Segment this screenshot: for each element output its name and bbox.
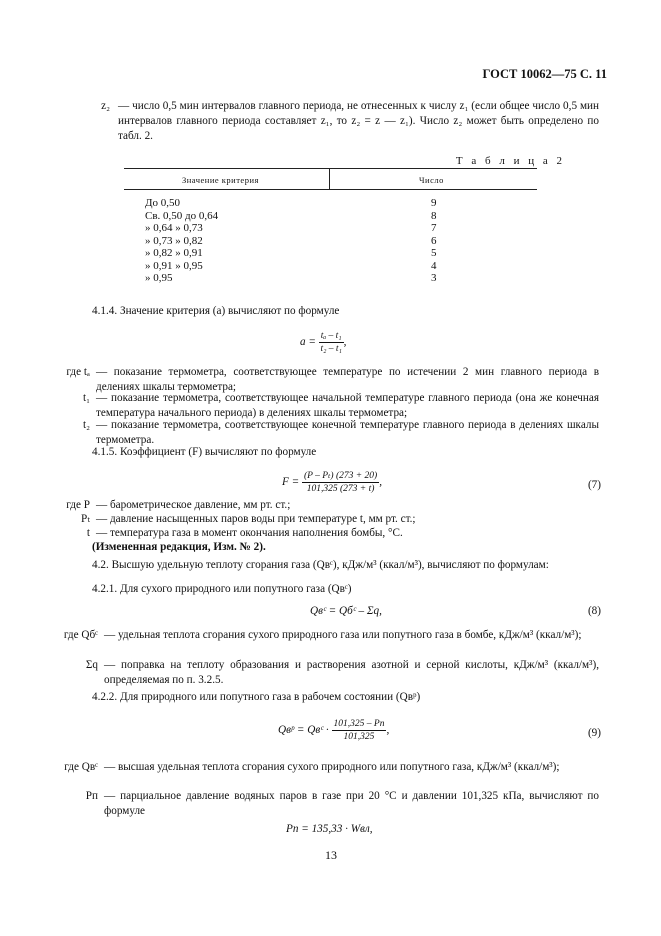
formula-F-fraction bbox=[302, 470, 379, 495]
formula-F bbox=[282, 470, 382, 495]
def-text: — высшая удельная теплота сгорания сухого природного или попутного газа, кДж/м³ (ккал/м³); bbox=[104, 761, 560, 773]
table-header-rule bbox=[124, 189, 537, 190]
table-row-criterion: » 0,73 » 0,82 bbox=[145, 234, 203, 247]
formula-a bbox=[300, 330, 346, 355]
def-text: — показание термометра, соответствующее начальной температуре главного периода (она же конечная температура начального периода) в делениях шкалы термометра; bbox=[96, 392, 599, 419]
table-row-number: 8 bbox=[431, 209, 437, 222]
table-row-number: 7 bbox=[431, 222, 437, 234]
formula-9-fraction bbox=[332, 718, 390, 743]
def-label: Σq bbox=[85, 659, 98, 671]
formula-a-numerator: tₐ – t₁ bbox=[320, 331, 342, 341]
formula-a-lhs: a = bbox=[300, 336, 316, 349]
def-label: Pп bbox=[85, 790, 98, 802]
def-text: — температура газа в момент окончания наполнения бомбы, °С. bbox=[96, 527, 403, 539]
formula-9-denominator: 101,325 bbox=[343, 732, 375, 742]
def-label: t₁ bbox=[82, 392, 90, 404]
def-label: где Qвᶜ bbox=[64, 761, 98, 773]
formula-a-tail: , bbox=[343, 336, 347, 349]
def-text: — давление насыщенных паров воды при температуре t, мм рт. ст.; bbox=[96, 513, 416, 525]
table-row-criterion: » 0,82 » 0,91 bbox=[145, 247, 203, 259]
def-label: Pₜ bbox=[81, 513, 90, 525]
table-row-number: 9 bbox=[431, 197, 437, 209]
def-label: где Qбᶜ bbox=[63, 629, 98, 641]
section-4-2-2: 4.2.2. Для природного или попутного газа в рабочем состоянии (Qвᵖ) bbox=[92, 691, 421, 703]
table-row-criterion: » 0,95 bbox=[145, 272, 173, 284]
page-header: ГОСТ 10062—75 С. 11 bbox=[482, 67, 607, 81]
table-caption: Т а б л и ц а 2 bbox=[455, 155, 565, 167]
section-4-2: 4.2. Высшую удельную теплоту сгорания газа (Qвᶜ), кДж/м³ (ккал/м³), вычисляют по формулам: bbox=[92, 559, 549, 571]
formula-8: Qвᶜ = Qбᶜ – Σq, bbox=[310, 605, 382, 617]
table-col-number: Число bbox=[419, 175, 444, 185]
table-column-divider bbox=[329, 168, 330, 189]
formula-F-tail: , bbox=[379, 476, 382, 489]
def-text: — показание термометра, соответствующее конечной температуре главного периода в делениях шкалы термометра. bbox=[96, 419, 599, 446]
table-row-criterion: » 0,91 » 0,95 bbox=[145, 259, 203, 272]
equation-number-9: (9) bbox=[587, 727, 601, 739]
table-col-criterion: Значение критерия bbox=[182, 175, 259, 185]
section-4-1-4: 4.1.4. Значение критерия (a) вычисляют по формуле bbox=[92, 305, 340, 317]
amendment-note: (Измененная редакция, Изм. № 2). bbox=[92, 541, 266, 553]
table-row-criterion: Св. 0,50 до 0,64 bbox=[145, 209, 219, 222]
def-text: — показание термометра, соответствующее температуре по истечении 2 мин главного периода в делениях шкалы термометра; bbox=[96, 366, 599, 393]
z2-definition: — число 0,5 мин интервалов главного периода, не отнесенных к числу z₁ (если общее число 0,5 мин интервалов главного периода составляет z₁, то z₂ = z — z₁). Число z₂ может быть определено по табл. 2. bbox=[118, 100, 599, 142]
formula-a-denominator: t₂ – t₁ bbox=[320, 344, 342, 354]
formula-a-fraction bbox=[319, 330, 344, 355]
formula-9-numerator: 101,325 – Pп bbox=[333, 719, 385, 729]
table-row-criterion: » 0,64 » 0,73 bbox=[145, 222, 203, 234]
def-text: — поправка на теплоту образования и растворения азотной и серной кислоты, кДж/м³ (ккал/м³), определяемая по п. 3.2.5. bbox=[104, 659, 599, 686]
formula-pp: Pп = 135,33 · Wвл, bbox=[286, 823, 373, 835]
z2-label: z₂ bbox=[101, 100, 110, 112]
table-top-rule bbox=[124, 168, 537, 169]
table-row-number: 3 bbox=[431, 272, 437, 284]
def-label: где P bbox=[66, 499, 90, 511]
formula-F-numerator: (P – Pₜ) (273 + 20) bbox=[303, 471, 378, 481]
def-text: — парциальное давление водяных паров в газе при 20 °С и давлении 101,325 кПа, вычисляют по формуле bbox=[104, 790, 599, 817]
def-text: — барометрическое давление, мм рт. ст.; bbox=[96, 499, 291, 511]
formula-9-tail: , bbox=[386, 724, 390, 737]
def-label: t bbox=[86, 527, 90, 539]
section-4-1-5: 4.1.5. Коэффициент (F) вычисляют по формуле bbox=[92, 446, 317, 458]
formula-9-lhs: Qвᵖ = Qвᶜ · bbox=[278, 724, 329, 737]
formula-9 bbox=[278, 718, 389, 743]
def-label: t₂ bbox=[82, 419, 90, 431]
equation-number-8: (8) bbox=[587, 605, 601, 617]
table-row-number: 6 bbox=[431, 234, 437, 247]
formula-F-lhs: F = bbox=[282, 476, 300, 489]
table-row-criterion: До 0,50 bbox=[145, 197, 181, 209]
section-4-2-1: 4.2.1. Для сухого природного или попутного газа (Qвᶜ) bbox=[92, 583, 352, 595]
table-row-number: 4 bbox=[431, 259, 437, 272]
formula-F-denominator: 101,325 (273 + t) bbox=[306, 484, 375, 494]
def-text: — удельная теплота сгорания сухого природного газа или попутного газа в бомбе, кДж/м³ (ккал/м³); bbox=[104, 629, 582, 641]
equation-number-7: (7) bbox=[587, 479, 601, 491]
table-row-number: 5 bbox=[431, 247, 437, 259]
def-label: где tₐ bbox=[66, 366, 90, 378]
page-number: 13 bbox=[325, 848, 337, 862]
